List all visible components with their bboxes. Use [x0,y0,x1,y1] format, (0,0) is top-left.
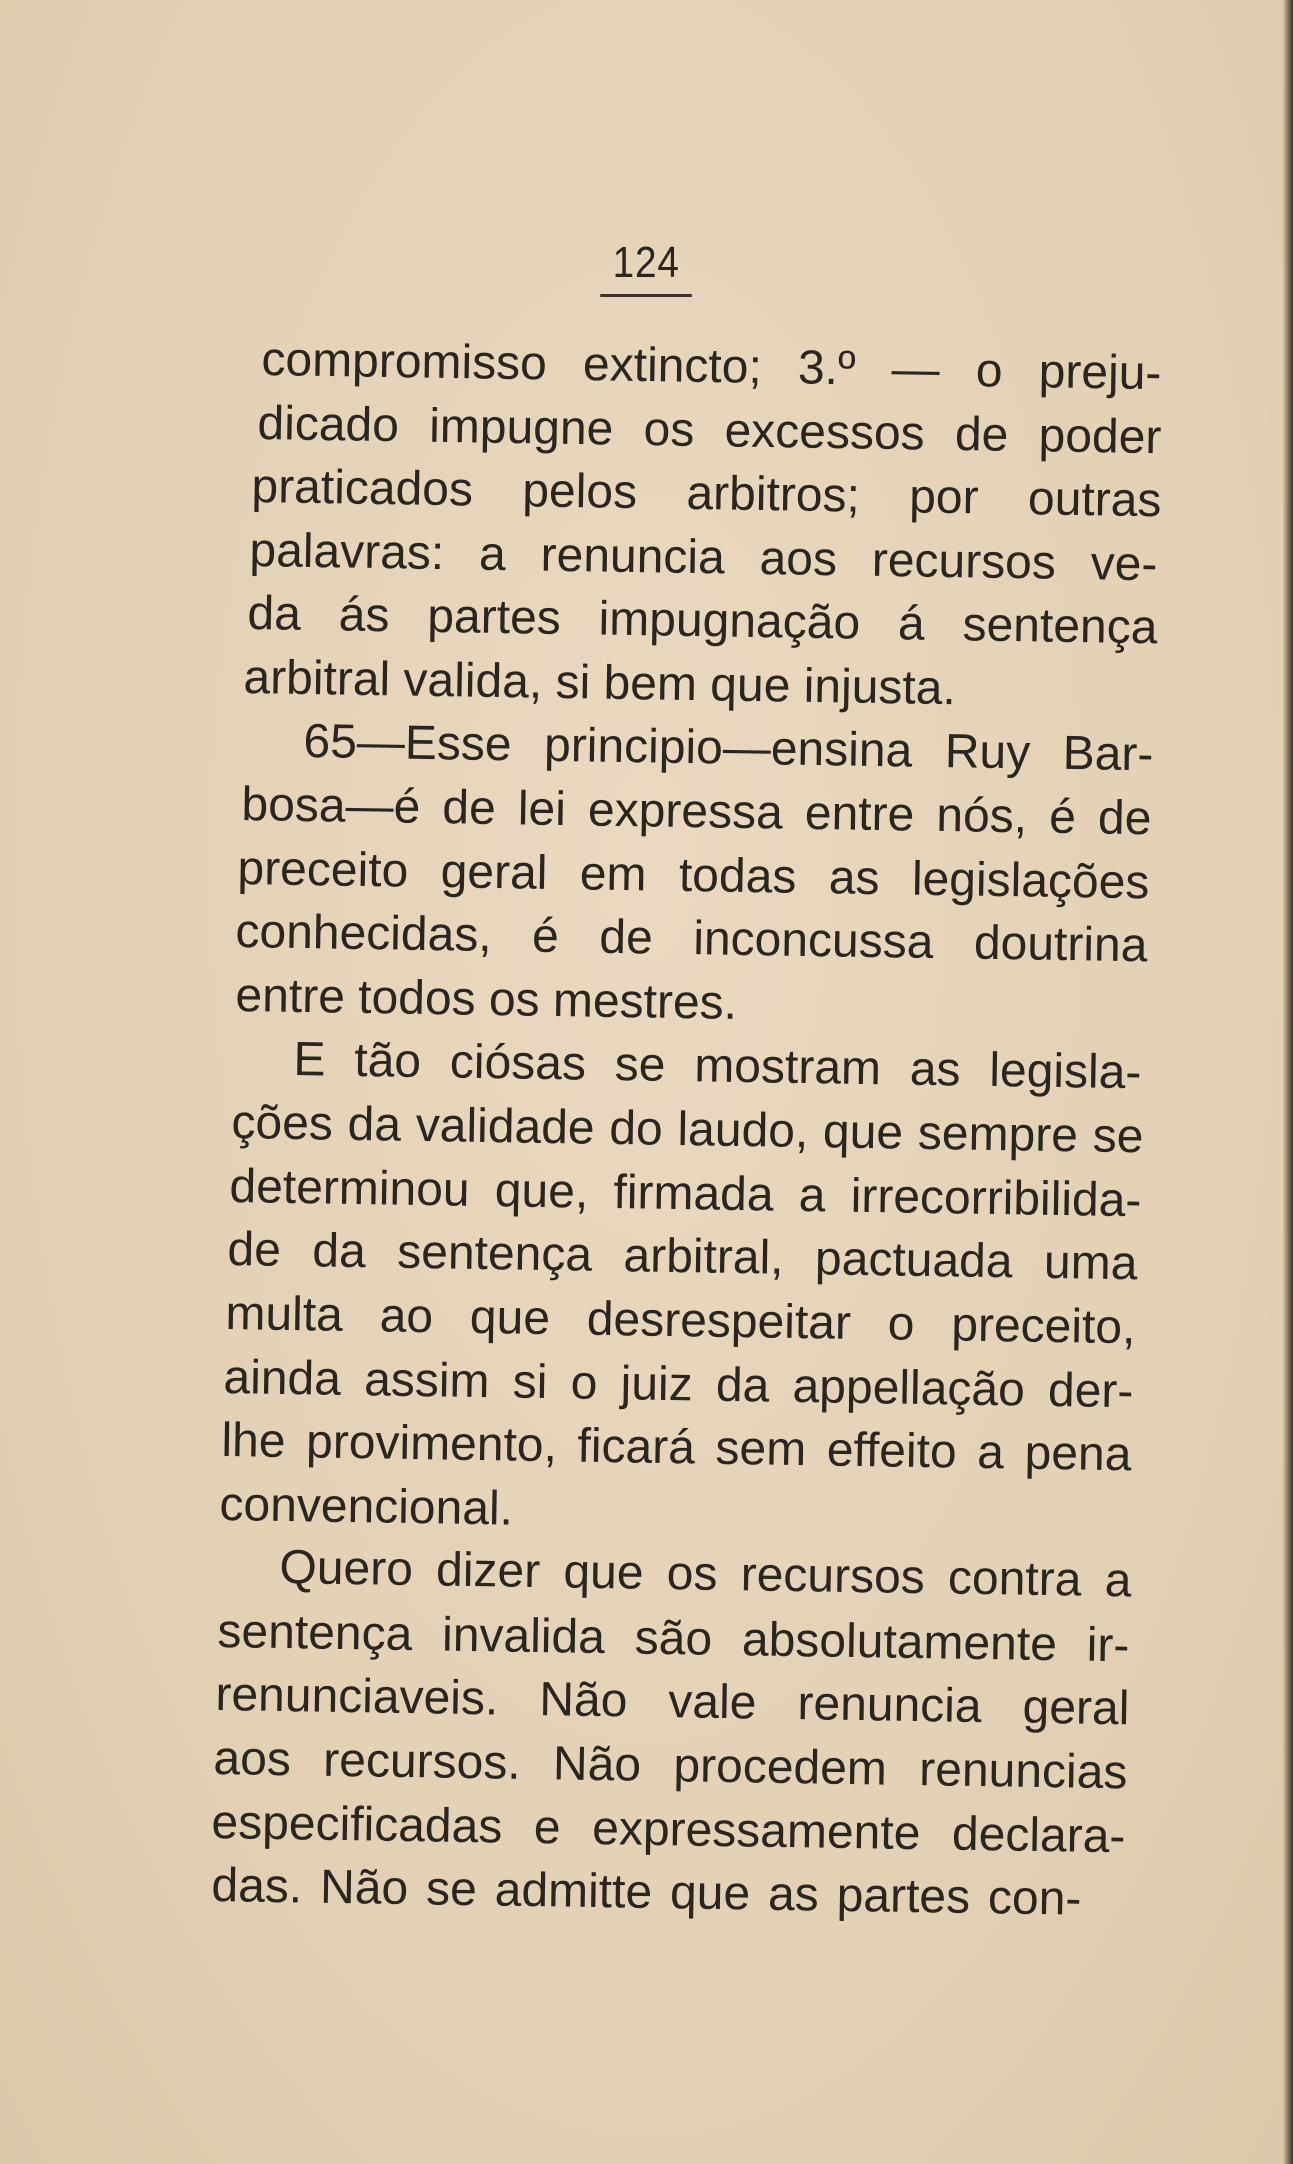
text-line: bosa—é de lei expressa entre nós, é de [241,778,1152,846]
page-edge-shadow [1283,0,1293,2164]
text-line: especificadas e expressamente declara- [211,1795,1126,1864]
text-line: multa ao que desrespeitar o preceito, [225,1286,1136,1355]
text-line: das. Não se admitte que as partes con- [211,1859,1082,1926]
text-line: palavras: a renuncia aos recursos ve- [249,523,1158,592]
text-line: Quero dizer que os recursos contra a [279,1541,1132,1608]
text-line: praticados pelos arbitros; por outras [251,460,1162,528]
text-line: ções da validade do laudo, que sempre se [231,1096,1144,1164]
text-line: preceito geral em todas as legislações [237,841,1150,910]
text-line: determinou que, firmada a irrecorribilida- [229,1159,1142,1228]
page-header [0,238,1293,297]
text-line: conhecidas, é de inconcussa doutrina [235,905,1148,973]
text-line: de da sentença arbitral, pactuada uma [227,1223,1138,1291]
text-line: renunciaveis. Não vale renuncia geral [215,1668,1130,1736]
text-line: aos recursos. Não procedem renuncias [213,1732,1128,1800]
page-number: 124 [601,238,693,297]
text-line: convencional. [219,1477,514,1536]
body-text [211,328,1162,1926]
text-line: 65—Esse principio—ensina Ruy Bar- [303,714,1154,781]
text-line: entre todos os mestres. [235,968,738,1030]
text-line: sentença invalida são absolutamente ir- [217,1604,1130,1673]
text-line: ainda assim si o juiz da appellação der- [223,1350,1134,1418]
text-line: arbitral valida, si bem que injusta. [243,650,957,716]
text-line: compromisso extincto; 3.º — o preju- [261,332,1162,401]
text-line: da ás partes impugnação á sentença [247,587,1158,655]
text-line: lhe provimento, ficará sem effeito a pena [221,1414,1132,1482]
text-line: E tão ciósas se mostram as legisla- [293,1032,1142,1099]
text-line: dicado impugne os excessos de poder [257,396,1162,464]
